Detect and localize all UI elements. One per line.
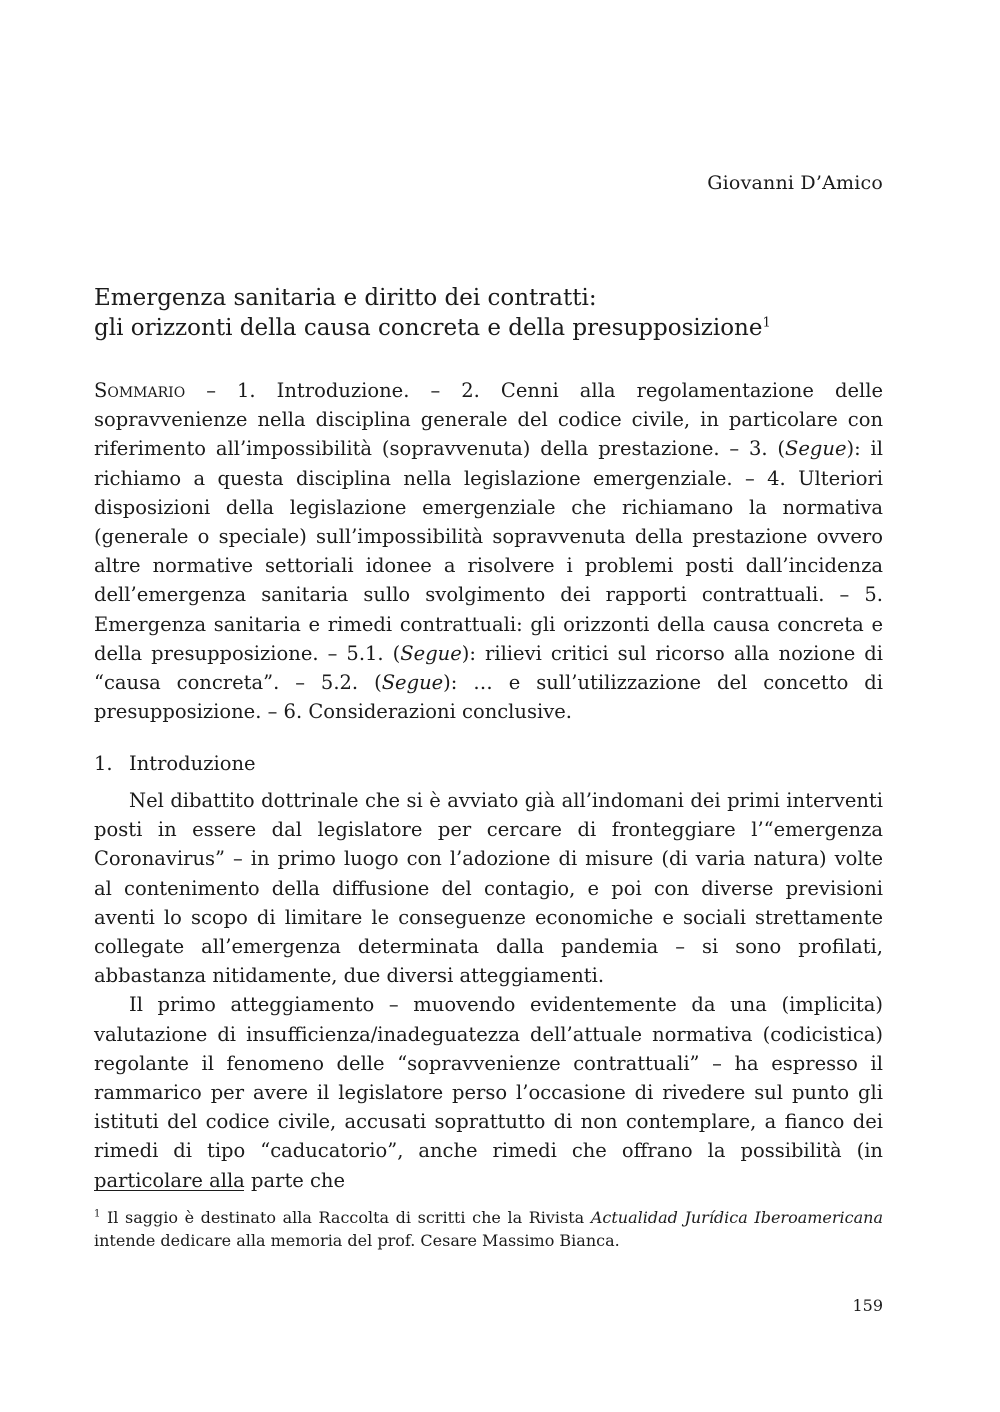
section-number: 1. [94, 752, 113, 775]
summary-label: Sommario [94, 379, 186, 402]
summary-text-4: ): … e sull’utilizzazione del concetto di presupposizione. – 6. Considerazioni conclusive. [94, 671, 883, 724]
title-line-1: Emergenza sanitaria e diritto dei contratti: [94, 285, 597, 311]
section-heading [94, 749, 256, 778]
author-name: Giovanni D’Amico [707, 172, 883, 194]
body-paragraph-2: Il primo atteggiamento – muovendo evidentemente da una (implicita) valutazione di insufficienza/inadeguatezza dell’attuale normativa (codicistica) regolante il fenomeno delle “sopravvenienze contrattuali” – ha espresso il rammarico per avere il legislatore perso l’occasione di rivedere sul punto gli istituti del codice civile, accusati soprattutto di non contemplare, a fianco dei rimedi di tipo “caducatorio”, anche rimedi che offrano la possibilità (in particolare alla parte che [94, 993, 883, 1192]
article-title [94, 283, 894, 343]
title-footnote-ref[interactable]: 1 [762, 315, 771, 331]
footnote-journal: Actualidad Jurídica Iberoamericana [590, 1208, 883, 1227]
title-line-2-text: gli orizzonti della causa concreta e della presupposizione [94, 315, 763, 341]
summary-block [94, 376, 883, 726]
page-number: 159 [852, 1296, 883, 1315]
body-paragraph-1: Nel dibattito dottrinale che si è avviato già all’indomani dei primi interventi posti in essere dal legislatore per cercare di fronteggiare l’“emergenza Coronavirus” – in primo luogo con l’adozione di misure (di varia natura) volte al contenimento della diffusione del contagio, e poi con diverse previsioni aventi lo scopo di limitare le conseguenze economiche e sociali strettamente collegate all’emergenza determinata dalla pandemia – si sono profilati, abbastanza nitidamente, due diversi atteggiamenti. [94, 789, 883, 988]
footnote [94, 1206, 883, 1252]
title-line-2 [94, 313, 894, 343]
footnote-text-before: Il saggio è destinato alla Raccolta di scritti che la Rivista [100, 1208, 591, 1227]
summary-text-2: ): il richiamo a questa disciplina nella legislazione emergenziale. – 4. Ulteriori disposizioni della legislazione emergenziale che richiamano la normativa (generale o speciale) sull’impossibilità sopravvenuta della prestazione ovvero altre normative settoriali idonee a risolvere i problemi posti dall’incidenza dell’emergenza sanitaria sullo svolgimento dei rapporti contrattuali. – 5. Emergenza sanitaria e rimedi contrattuali: gli orizzonti della causa concreta e della presupposizione. – 5.1. ( [94, 437, 883, 665]
summary-segue-1: Segue [785, 437, 847, 461]
summary-text-3: ): rilievi critici sul ricorso alla nozione di “causa concreta”. – 5.2. ( [94, 641, 884, 695]
footnote-divider [94, 1190, 244, 1191]
footnote-text-after: intende dedicare alla memoria del prof. Cesare Massimo Bianca. [94, 1231, 620, 1250]
body-text [94, 786, 883, 1195]
section-title: Introduzione [129, 752, 256, 775]
summary-segue-3: Segue [381, 671, 444, 695]
summary-text-1: – 1. Introduzione. – 2. Cenni alla regolamentazione delle sopravvenienze nella disciplina generale del codice civile, in particolare con riferimento all’impossibilità (sopravvenuta) della prestazione. – 3. ( [94, 379, 883, 461]
footnote-number: 1 [94, 1208, 101, 1220]
summary-segue-2: Segue [400, 641, 462, 665]
